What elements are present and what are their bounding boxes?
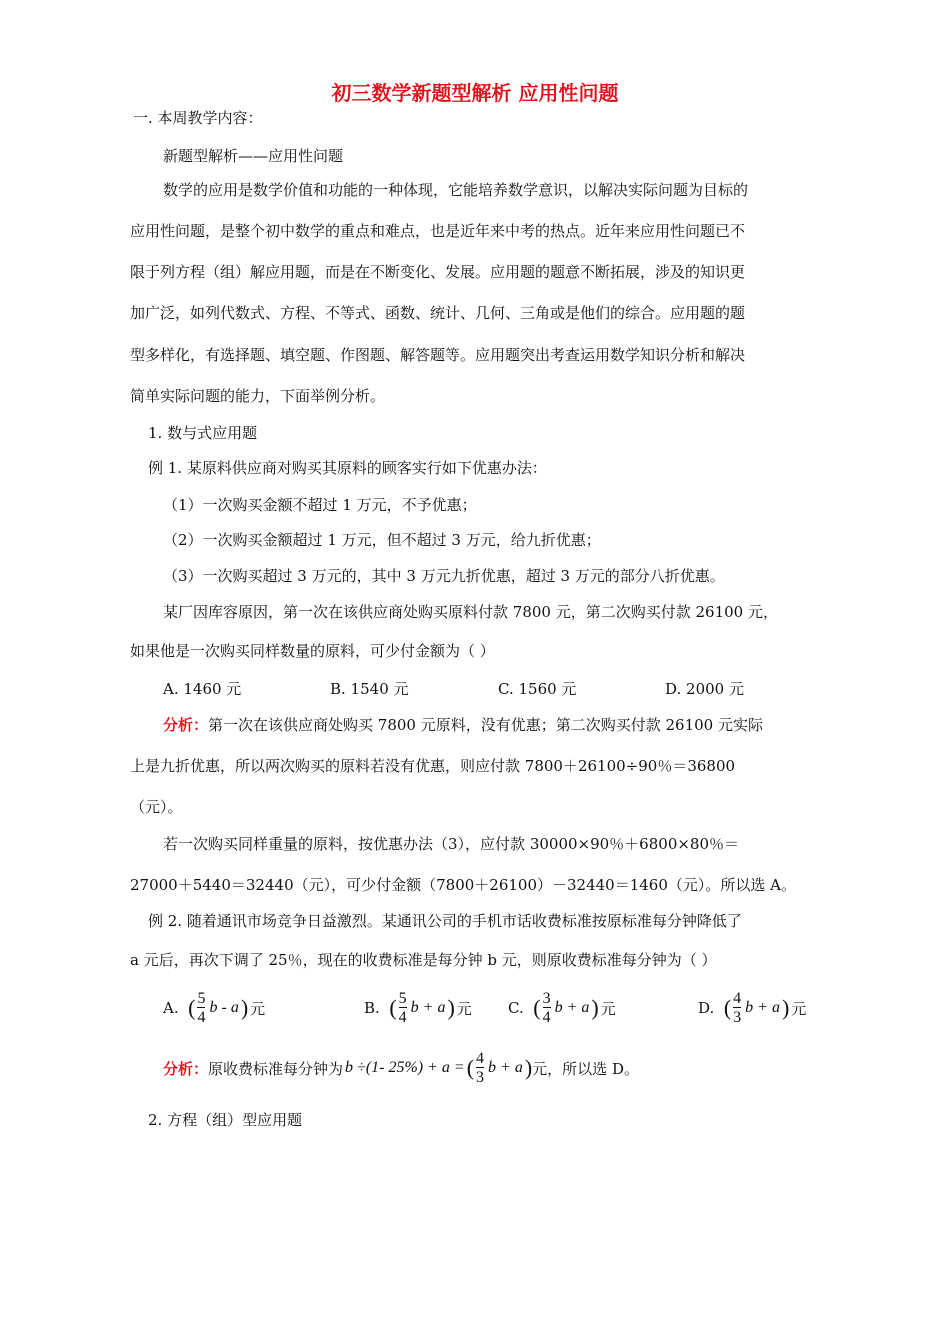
analysis-2: 分析： 原收费标准每分钟为 b ÷(1- 25%) + a = ( $\frac{4}{3}$ b + a ) 元，所以选 D。	[163, 1050, 639, 1086]
option-c: C. 1560 元	[498, 680, 577, 698]
rule-3: （3）一次购买超过 3 万元的，其中 3 万元九折优惠，超过 3 万元的部分八折优惠。	[163, 567, 725, 585]
intro-line: 数学的应用是数学价值和功能的一种体现，它能培养数学意识，以解决实际问题为目标的	[163, 181, 749, 199]
fraction: $\frac{4}{3}$	[476, 1050, 485, 1086]
analysis-label: 分析：	[163, 1059, 209, 1078]
analysis-text: 原收费标准每分钟为	[208, 1059, 344, 1078]
intro-line: 应用性问题，是整个初中数学的重点和难点，也是近年来中考的热点。近年来应用性问题已不	[130, 222, 746, 240]
fraction: $\frac{5}{4}$	[398, 990, 407, 1026]
fraction: $\frac{5}{4}$	[197, 990, 206, 1026]
option-label: A.	[163, 999, 179, 1017]
option-a: A. 1460 元	[163, 680, 242, 698]
section-heading: 一. 本周教学内容：	[133, 109, 263, 127]
example-2-question: a 元后，再次下调了 25％，现在的收费标准是每分钟 b 元，则原收费标准每分钟为（ ）	[130, 951, 717, 969]
example-2-question: 例 2. 随着通讯市场竞争日益激烈。某通讯公司的手机市话收费标准按原标准每分钟降低了	[148, 912, 742, 930]
subtitle: 新题型解析——应用性问题	[163, 147, 344, 165]
option-d-fraction: D. ( $\frac{4}{3}$ b + a ) 元	[698, 990, 807, 1026]
option-b: B. 1540 元	[330, 680, 409, 698]
option-label: D.	[698, 999, 715, 1017]
option-a-fraction: A. ( $\frac{5}{4}$ b - a ) 元	[163, 990, 266, 1026]
analysis-text: 元，所以选 D。	[532, 1059, 639, 1078]
analysis-label: 分析：	[163, 716, 209, 734]
fraction: $\frac{3}{4}$	[542, 990, 551, 1026]
option-d: D. 2000 元	[665, 680, 744, 698]
fraction: $\frac{4}{3}$	[733, 990, 742, 1026]
rule-2: （2）一次购买金额超过 1 万元，但不超过 3 万元，给九折优惠；	[163, 531, 601, 549]
analysis-line: 上是九折优惠，所以两次购买的原料若没有优惠，则应付款 7800＋26100÷90％＝36800	[130, 757, 736, 775]
analysis-expression: b ÷(1- 25%) + a =	[345, 1059, 465, 1076]
page-title: 初三数学新题型解析 应用性问题	[331, 81, 619, 105]
option-label: C.	[508, 999, 524, 1017]
heading-number-expression: 1. 数与式应用题	[148, 424, 258, 442]
example-1-stem: 例 1. 某原料供应商对购买其原料的顾客实行如下优惠办法：	[148, 459, 547, 477]
analysis-1	[163, 715, 763, 735]
option-c-fraction: C. ( $\frac{3}{4}$ b + a ) 元	[508, 990, 616, 1026]
example-1-question: 某厂因库容原因，第一次在该供应商处购买原料付款 7800 元，第二次购买付款 26100 元，	[163, 603, 778, 621]
analysis-line: 27000＋5440＝32440（元），可少付金额（7800＋26100）－32440＝1460（元）。所以选 A。	[130, 876, 796, 894]
intro-line: 加广泛，如列代数式、方程、不等式、函数、统计、几何、三角或是他们的综合。应用题的题	[130, 304, 746, 322]
analysis-line: （元）。	[130, 798, 183, 816]
heading-equation: 2. 方程（组）型应用题	[148, 1111, 303, 1129]
intro-line: 简单实际问题的能力，下面举例分析。	[130, 387, 386, 405]
intro-line: 型多样化，有选择题、填空题、作图题、解答题等。应用题突出考查运用数学知识分析和解决	[130, 346, 746, 364]
option-b-fraction: B. ( $\frac{5}{4}$ b + a ) 元	[364, 990, 472, 1026]
rule-1: （1）一次购买金额不超过 1 万元，不予优惠；	[163, 496, 477, 514]
option-label: B.	[364, 999, 380, 1017]
analysis-text: 第一次在该供应商处购买 7800 元原料，没有优惠；第二次购买付款 26100 元实际	[208, 716, 763, 734]
intro-line: 限于列方程（组）解应用题，而是在不断变化、发展。应用题的题意不断拓展，涉及的知识更	[130, 263, 746, 281]
analysis-line: 若一次购买同样重量的原料，按优惠办法（3），应付款 30000×90％＋6800×80％＝	[163, 835, 740, 853]
example-1-question: 如果他是一次购买同样数量的原料，可少付金额为（ ）	[130, 642, 495, 660]
